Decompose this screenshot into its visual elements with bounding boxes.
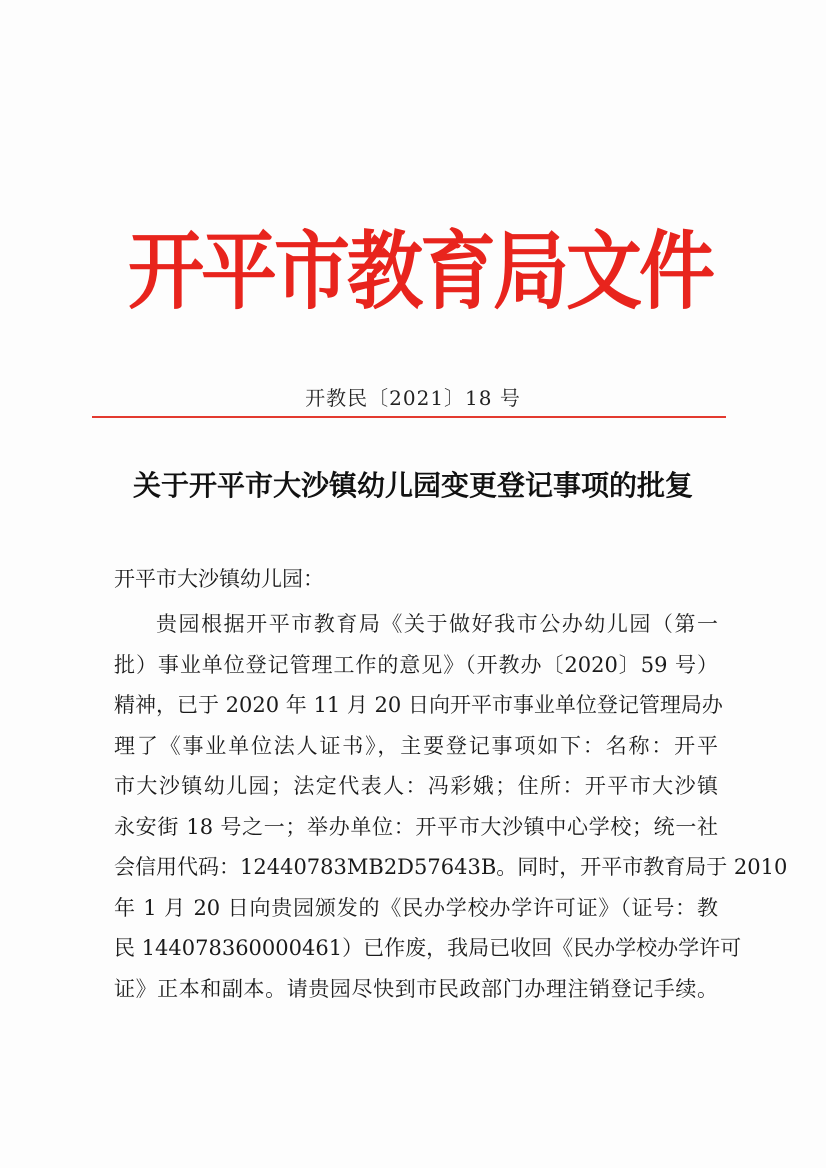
body-line: 理了《事业单位法人证书》，主要登记事项如下：名称：开平 <box>114 733 718 758</box>
body-line: 永安街 18 号之一；举办单位：开平市大沙镇中心学校；统一社 <box>114 814 718 839</box>
document-number: 开教民〔2021〕18 号 <box>305 386 521 410</box>
red-divider-line <box>92 416 726 418</box>
salutation: 开平市大沙镇幼儿园： <box>114 567 324 591</box>
body-line: 批）事业单位登记管理工作的意见》（开教办〔2020〕59 号） <box>114 652 718 677</box>
body-line: 精神，已于 2020 年 11 月 20 日向开平市事业单位登记管理局办 <box>114 693 723 717</box>
document-subject: 关于开平市大沙镇幼儿园变更登记事项的批复 <box>132 469 693 502</box>
body-line: 年 1 月 20 日向贵园颁发的《民办学校办学许可证》（证号：教 <box>114 895 718 920</box>
body-line: 证》正本和副本。请贵园尽快到市民政部门办理注销登记手续。 <box>114 976 718 1001</box>
body-line: 贵园根据开平市教育局《关于做好我市公办幼儿园（第一 <box>156 612 718 636</box>
body-line: 会信用代码：12440783MB2D57643B。同时，开平市教育局于 2010 <box>114 855 788 879</box>
body-line: 民 144078360000461）已作废，我局已收回《民办学校办学许可 <box>114 936 742 960</box>
body-line: 市大沙镇幼儿园；法定代表人：冯彩娥；住所：开平市大沙镇 <box>114 774 718 798</box>
issuer-header-title: 开平市教育局文件 <box>128 221 712 322</box>
body-paragraph <box>114 604 788 1009</box>
